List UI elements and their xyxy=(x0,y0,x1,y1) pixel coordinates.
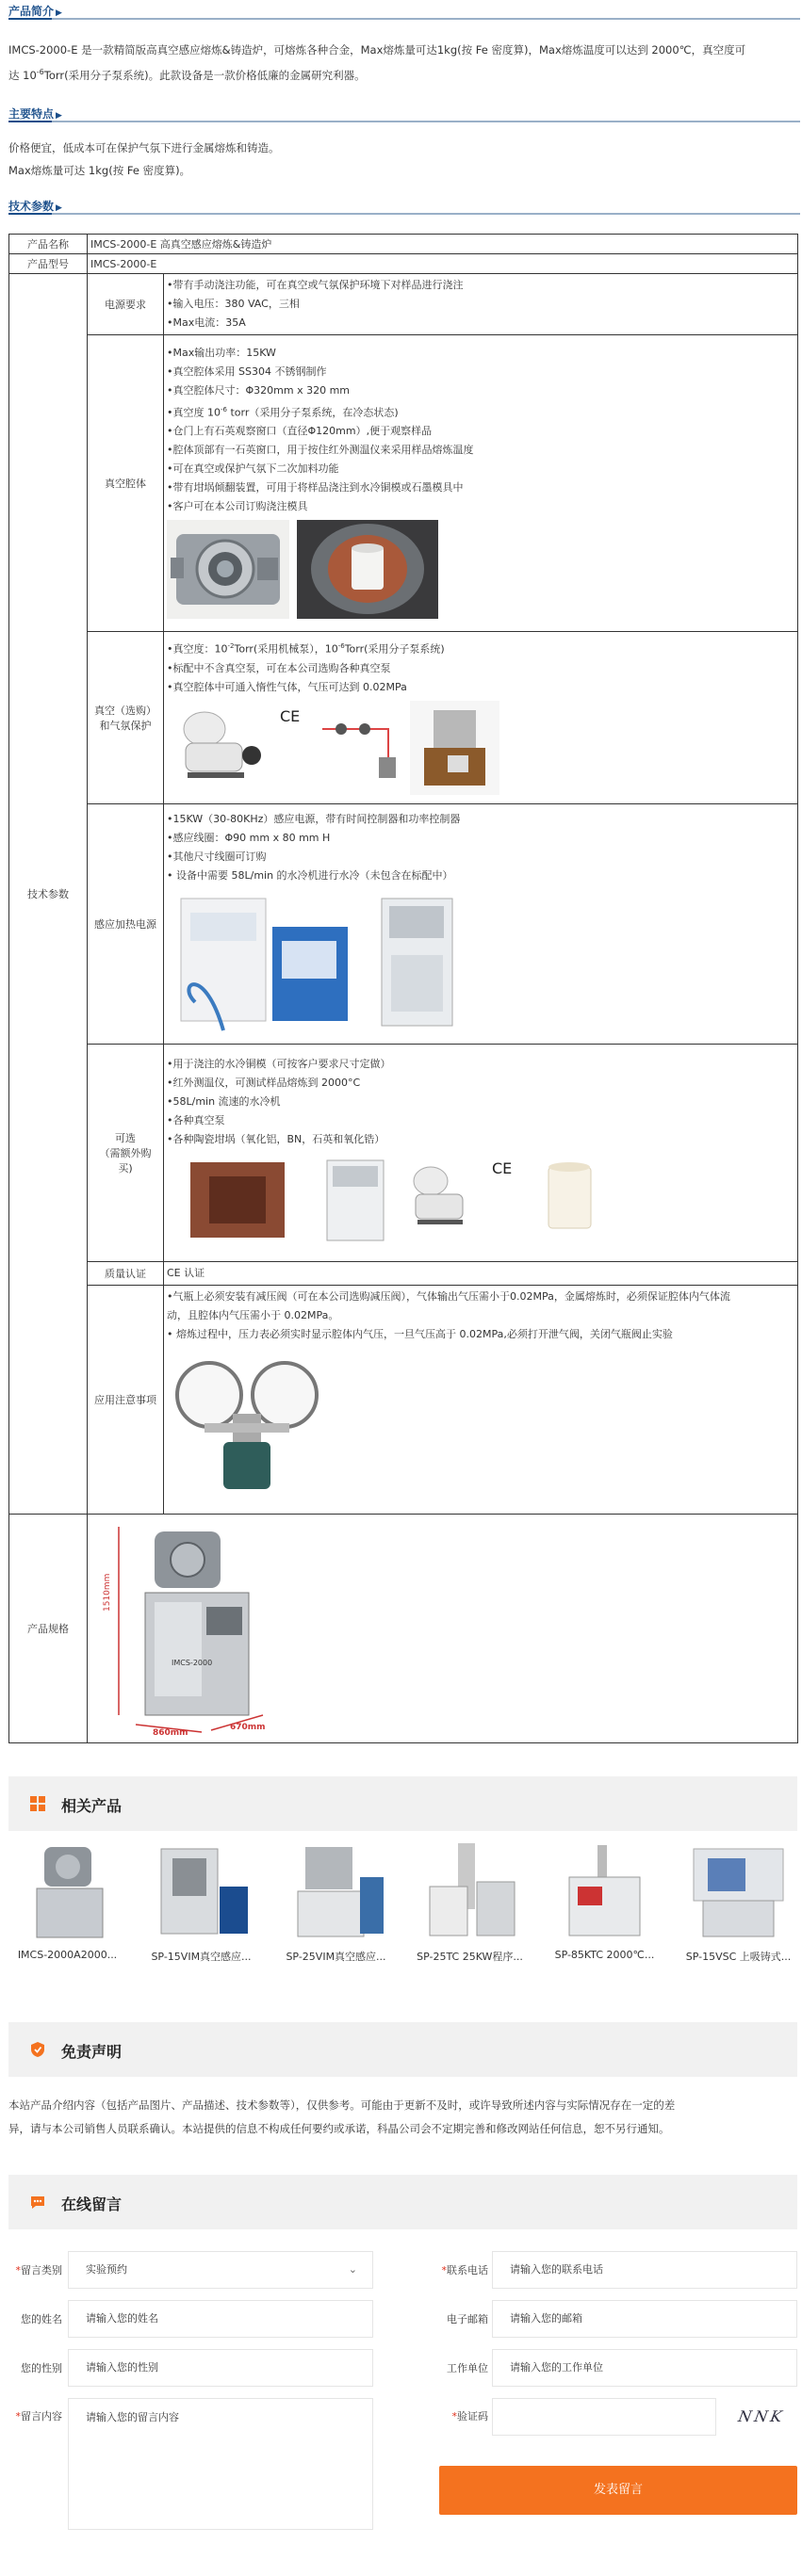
feature-line-2: Max熔炼量可达 1kg(按 Fe 密度算)。 xyxy=(8,164,191,177)
features-section-header xyxy=(8,105,800,122)
product-thumbnail[interactable] xyxy=(546,1839,663,1943)
ce-mark-icon xyxy=(278,701,306,738)
svg-text:CE: CE xyxy=(279,706,300,725)
options-label: 可选 （需额外购 买) xyxy=(88,1045,164,1262)
related-product-name[interactable]: SP-15VIM真空感应... xyxy=(151,1951,252,1963)
spec-cell xyxy=(88,1515,798,1743)
shield-icon xyxy=(29,2041,46,2058)
related-product-name[interactable]: SP-85KTC 2000℃... xyxy=(554,1949,655,1961)
spec-label: 产品规格 xyxy=(9,1515,88,1743)
disclaimer-title: 免责声明 xyxy=(61,2043,123,2061)
machine-model-label: IMCS-2000 xyxy=(172,1659,213,1667)
product-model-value: IMCS-2000-E xyxy=(88,254,798,274)
vacuum-pump-option-photo xyxy=(402,1153,483,1247)
company-label: 工作单位 xyxy=(447,2362,488,2374)
related-product-card[interactable] xyxy=(546,1839,663,1962)
params-section-header xyxy=(8,198,800,215)
intro-line-1: IMCS-2000-E 是一款精简版高真空感应熔炼&铸造炉，可熔炼各种合金，Max熔炼量可达1kg(按 Fe 密度算)，Max熔炼温度可以达到 2000℃，真空度可 xyxy=(8,43,746,57)
chamber-label: 真空腔体 xyxy=(88,335,164,632)
disclaimer-text xyxy=(8,2094,796,2141)
disclaimer-line-1: 本站产品介绍内容（包括产品图片、产品描述、技术参数等），仅供参考。可能由于更新不及时，或许导致所述内容与实际情况存在一定的差 xyxy=(8,2098,676,2112)
triangle-right-icon: ▶ xyxy=(56,203,62,213)
spec-table xyxy=(8,234,798,1743)
email-input[interactable]: 请输入您的邮箱 xyxy=(492,2300,797,2338)
gender-label: 您的性别 xyxy=(21,2362,62,2374)
triangle-right-icon: ▶ xyxy=(56,111,62,121)
product-name-label: 产品名称 xyxy=(9,235,88,254)
vacuum-pump-photo xyxy=(167,701,270,795)
height-dimension: 1510mm xyxy=(103,1573,112,1612)
induction-power-photo xyxy=(167,889,365,1035)
intro-section-title: 产品简介 xyxy=(8,5,55,18)
machine-dimension-photo xyxy=(98,1517,286,1740)
depth-dimension: 670mm xyxy=(230,1723,266,1732)
related-products-header xyxy=(8,1776,797,1831)
content-textarea[interactable]: 请输入您的留言内容 xyxy=(68,2398,373,2530)
notice-cell: •气瓶上必须安装有减压阀（可在本公司选购减压阀），气体输出气压需小于0.02MPa，金属熔炼时，必须保证腔体内气体流 动，且腔体内气压需小于 0.02MPa。 • 熔炼过程中，压力表必须实时显示腔体内气压，一旦气压高于 0.02MPa,必须打开泄气阀，关闭气瓶阀止实验 xyxy=(164,1286,798,1515)
related-product-card[interactable] xyxy=(142,1839,260,1962)
captcha-input[interactable] xyxy=(492,2398,716,2436)
intro-text xyxy=(8,39,796,87)
product-name-value: IMCS-2000-E 高真空感应熔炼&铸造炉 xyxy=(88,235,798,254)
phone-label: *联系电话 xyxy=(441,2264,488,2276)
message-header xyxy=(8,2175,797,2229)
vacuum-label: 真空（选购） 和气氛保护 xyxy=(88,632,164,804)
disclaimer-line-2: 异，请与本公司销售人员联系确认。本站提供的信息不构成任何要约或承诺，科晶公司会不定期完善和修改网站任何信息，恕不另行通知。 xyxy=(8,2122,670,2135)
params-section-title: 技术参数 xyxy=(8,200,55,213)
ce-mark-icon xyxy=(490,1153,518,1191)
captcha-image[interactable]: NNK xyxy=(736,2407,787,2425)
power-cell: •带有手动浇注功能，可在真空或气氛保护环境下对样品进行浇注 •输入电压：380 VAC，三相 •Max电流：35A xyxy=(164,274,798,335)
pressure-regulator-photo xyxy=(167,1348,327,1508)
heating-label: 感应加热电源 xyxy=(88,804,164,1045)
feature-line-1: 价格便宜，低成本可在保护气氛下进行金属熔炼和铸造。 xyxy=(8,141,280,154)
vacuum-cell: •真空度：$10^{-2}Torr$(采用机械泵），$10^{-6}Torr$(采用分子泵系统) •标配中不含真空泵，可在本公司选购各种真空泵 •真空腔体中可通入惰性气体，气压可达到 0.02MPa CE xyxy=(164,632,798,804)
water-chiller-photo xyxy=(372,889,462,1035)
message-title: 在线留言 xyxy=(61,2195,123,2213)
copper-mold-photo xyxy=(167,1153,308,1247)
intro-line-2: 达 $10^{-6}Torr$(采用分子泵系统)。此款设备是一款价格低廉的金属研究利器。 xyxy=(8,68,366,82)
related-product-card[interactable] xyxy=(277,1839,395,1962)
submit-button[interactable]: 发表留言 xyxy=(439,2466,797,2515)
chevron-down-icon: ⌄ xyxy=(348,2263,357,2276)
related-product-name[interactable]: SP-25TC 25KW程序... xyxy=(417,1951,523,1963)
chamber-photo xyxy=(167,520,289,619)
phone-input[interactable]: 请输入您的联系电话 xyxy=(492,2251,797,2289)
product-thumbnail[interactable] xyxy=(411,1839,529,1943)
gender-input[interactable]: 请输入您的性别 xyxy=(68,2349,373,2387)
chamber-cell: •Max输出功率：15KW •真空腔体采用 SS304 不锈钢制作 •真空腔体尺寸：Φ320mm x 320 mm •真空度 $10^{-6}$ torr（采用分子泵系统，在冷态状态) •仓门上有石英观察窗口（直径Φ120mm）,便于观察样品 •腔体顶部有一石英窗口，用于按住红外测温仪来采用样品熔炼温度 •可在真空或保护气氛下二次加料功能 •带有坩埚倾翻装置，可用于将样品浇注到水冷铜模或石墨模具中 •客户可在本公司订购浇注模具 xyxy=(164,335,798,632)
name-label: 您的姓名 xyxy=(21,2313,62,2325)
related-product-card[interactable] xyxy=(8,1839,126,1962)
width-dimension: 860mm xyxy=(153,1728,188,1738)
company-input[interactable]: 请输入您的工作单位 xyxy=(492,2349,797,2387)
related-product-name[interactable]: SP-15VSC 上吸铸式... xyxy=(685,1951,792,1963)
product-model-label: 产品型号 xyxy=(9,254,88,274)
related-product-name[interactable]: SP-25VIM真空感应... xyxy=(286,1951,386,1963)
cert-value: CE 认证 xyxy=(164,1262,798,1286)
spec-drawing xyxy=(98,1517,286,1740)
intro-section-header xyxy=(8,3,800,20)
triangle-right-icon: ▶ xyxy=(56,8,62,18)
features-section-title: 主要特点 xyxy=(8,107,55,121)
content-label: *留言内容 xyxy=(15,2410,62,2422)
cert-label: 质量认证 xyxy=(88,1262,164,1286)
tech-params-label: 技术参数 xyxy=(9,274,88,1515)
chiller-option-photo xyxy=(316,1153,396,1247)
product-thumbnail[interactable] xyxy=(8,1839,126,1943)
crucible-photo xyxy=(297,520,438,619)
captcha-label: *验证码 xyxy=(451,2410,488,2422)
furnace-setup-photo xyxy=(410,701,499,795)
gas-manifold-photo xyxy=(313,701,402,795)
ceramic-crucible-photo xyxy=(525,1153,614,1247)
features-text xyxy=(8,137,796,182)
power-label: 电源要求 xyxy=(88,274,164,335)
chat-bubble-icon xyxy=(29,2194,46,2211)
heating-cell: •15KW（30-80KHz）感应电源，带有时间控制器和功率控制器 •感应线圈：Φ90 mm x 80 mm H •其他尺寸线圈可订购 • 设备中需要 58L/min 的水冷机进行水冷（未包含在标配中） xyxy=(164,804,798,1045)
notice-label: 应用注意事项 xyxy=(88,1286,164,1515)
message-type-select[interactable]: 实验预约 ⌄ xyxy=(68,2251,373,2289)
product-thumbnail[interactable] xyxy=(679,1839,797,1943)
related-product-card[interactable] xyxy=(411,1839,529,1962)
related-products-title: 相关产品 xyxy=(61,1797,123,1815)
options-cell: •用于浇注的水冷铜模（可按客户要求尺寸定做） •红外测温仪，可测试样品熔炼到 2000°C •58L/min 流速的水冷机 •各种真空泵 •各种陶瓷坩埚（氧化铝，BN，石英和氧化锆） CE xyxy=(164,1045,798,1262)
email-label: 电子邮箱 xyxy=(447,2313,488,2325)
svg-text:CE: CE xyxy=(491,1159,512,1177)
message-type-label: *留言类别 xyxy=(15,2264,62,2276)
product-thumbnail[interactable] xyxy=(277,1839,395,1943)
name-input[interactable]: 请输入您的姓名 xyxy=(68,2300,373,2338)
related-product-card[interactable] xyxy=(679,1839,797,1962)
related-product-name[interactable]: IMCS-2000A2000... xyxy=(17,1949,118,1961)
disclaimer-header xyxy=(8,2022,797,2077)
product-thumbnail[interactable] xyxy=(142,1839,260,1943)
grid-icon xyxy=(29,1795,46,1812)
